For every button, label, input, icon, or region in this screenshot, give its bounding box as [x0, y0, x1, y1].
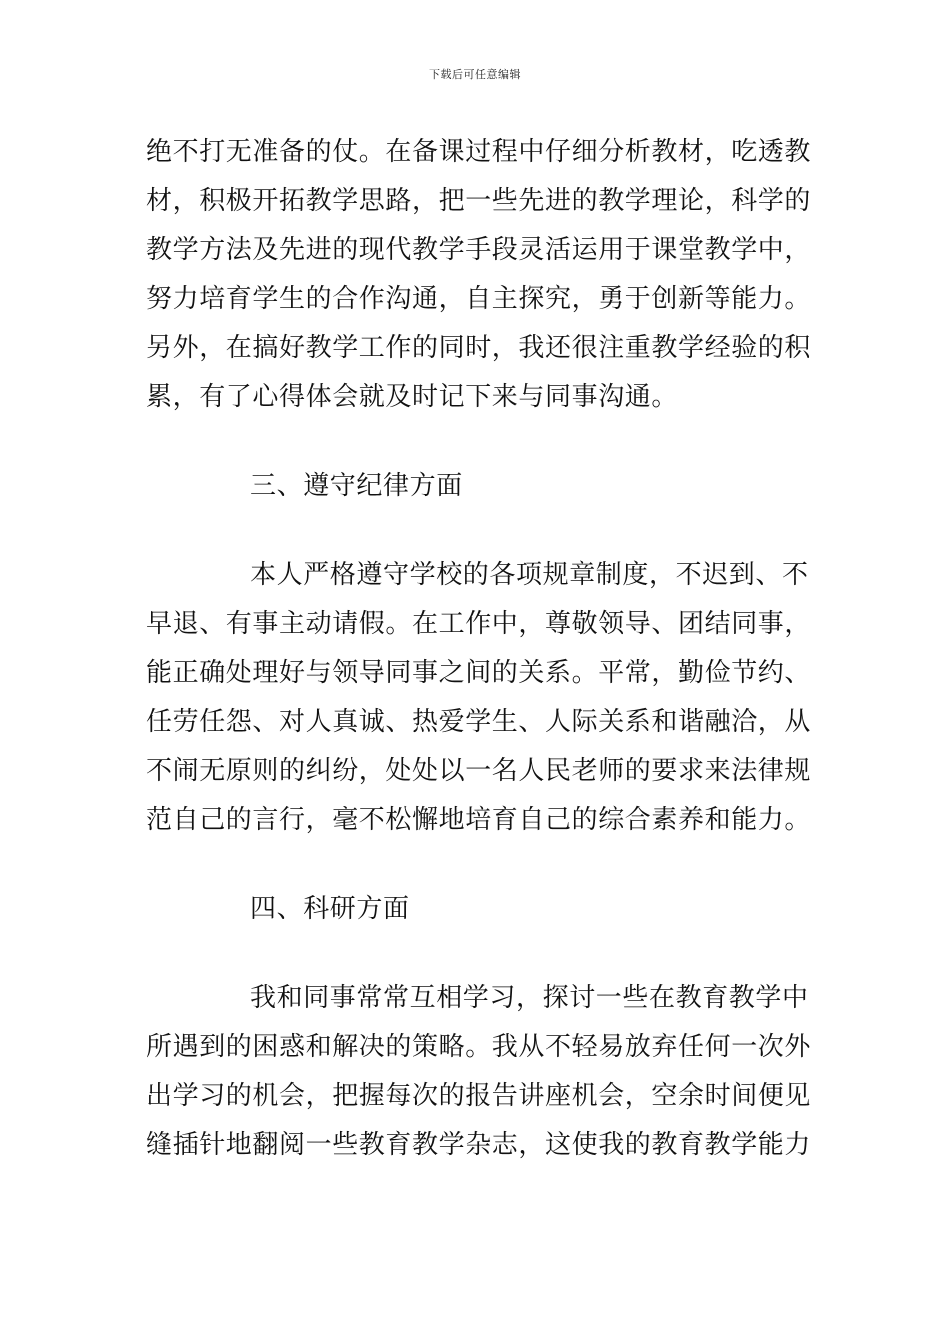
text-line: 出学习的机会，把握每次的报告讲座机会，空余时间便见: [146, 1081, 812, 1111]
paragraph-research: [146, 974, 812, 1170]
paragraph-teaching: [146, 128, 812, 422]
text-line: 我和同事常常互相学习，探讨一些在教育教学中: [250, 983, 809, 1013]
section-heading-discipline: 三、遵守纪律方面: [250, 471, 463, 501]
text-line: 能正确处理好与领导同事之间的关系。平常，勤俭节约、: [146, 658, 812, 688]
text-line: 累，有了心得体会就及时记下来与同事沟通。: [146, 382, 679, 412]
text-line: 教学方法及先进的现代教学手段灵活运用于课堂教学中，: [146, 235, 812, 265]
text-line: 范自己的言行，毫不松懈地培育自己的综合素养和能力。: [146, 805, 812, 835]
text-line: 所遇到的困惑和解决的策略。我从不轻易放弃任何一次外: [146, 1032, 812, 1062]
text-line: 努力培育学生的合作沟通，自主探究，勇于创新等能力。: [146, 284, 812, 314]
text-line: 任劳任怨、对人真诚、热爱学生、人际关系和谐融洽，从: [146, 707, 812, 737]
document-body: [146, 128, 812, 1170]
text-line: 缝插针地翻阅一些教育教学杂志，这使我的教育教学能力: [146, 1130, 812, 1160]
page-header: 下载后可任意编辑: [429, 68, 521, 81]
section-heading-research: 四、科研方面: [250, 894, 410, 924]
text-line: 绝不打无准备的仗。在备课过程中仔细分析教材，吃透教: [146, 137, 812, 167]
text-line: 另外，在搞好教学工作的同时，我还很注重教学经验的积: [146, 333, 812, 363]
text-line: 不闹无原则的纠纷，处处以一名人民老师的要求来法律规: [146, 756, 812, 786]
text-line: 早退、有事主动请假。在工作中，尊敬领导、团结同事，: [146, 609, 812, 639]
text-line: 材，积极开拓教学思路，把一些先进的教学理论，科学的: [146, 186, 812, 216]
text-line: 本人严格遵守学校的各项规章制度，不迟到、不: [250, 560, 809, 590]
paragraph-discipline: [146, 551, 812, 845]
